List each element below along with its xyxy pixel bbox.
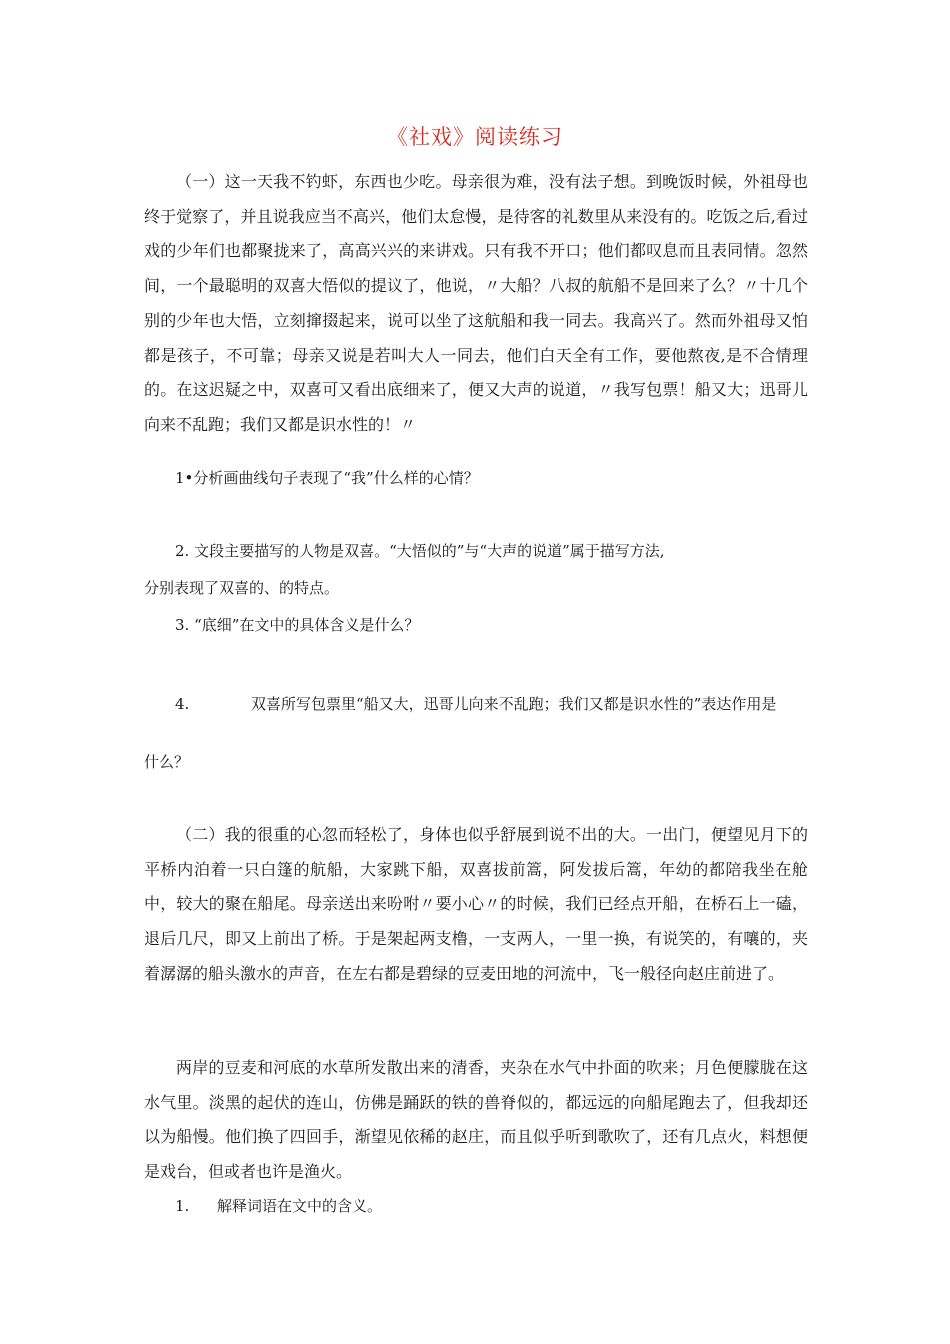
passage-section-1: （一）这一天我不钓虾，东西也少吃。母亲很为难，没有法子想。到晚饭时候，外祖母也终于觉察了，并且说我应当不高兴，他们太怠慢，是待客的礼数里从来没有的。吃饭之后,看过戏的少年们也都聚拢来了，高高兴兴的来讲戏。只有我不开口；他们都叹息而且表同情。忽然间，一个最聪明的双喜大悟似的提议了，他说，〃大船？八叔的航船不是回来了么？〃十几个别的少年也大悟，立刻撺掇起来，说可以坐了这航船和我一同去。我高兴了。然而外祖母又怕都是孩子，不可靠；母亲又说是若叫大人一同去，他们白天全有工作，要他熬夜,是不合情理的。在这迟疑之中，双喜可又看出底细来了，便又大声的说道，〃我写包票！船又大；迅哥儿向来不乱跑；我们又都是识水性的！〃 [144,172,808,434]
question-1-4 [144,694,808,714]
question-2-1 [175,1196,382,1216]
passage-section-2-para-2: 两岸的豆麦和河底的水草所发散出来的清香，夹杂在水气中扑面的吹来；月色便朦胧在这水气里。淡黑的起伏的连山，仿佛是踊跃的铁的兽脊似的，都远远的向船尾跑去了，但我却还以为船慢。他们换了四回手，渐望见依稀的赵庄，而且似乎听到歌吹了，还有几点火，料想便是戏台，但或者也许是渔火。 [144,1058,808,1182]
question-1-4-number: 4. [175,695,190,713]
question-1-2-line1: 2. 文段主要描写的人物是双喜。“大悟似的”与“大声的说道”属于描写方法, [175,542,665,560]
question-2-1-text: 解释词语在文中的含义。 [217,1197,383,1215]
page-title: 《社戏》阅读练习 [387,125,563,149]
question-1-3: 3. “底细”在文中的具体含义是什么？ [175,616,420,634]
question-1-4-text: 双喜所写包票里“船又大，迅哥儿向来不乱跑；我们又都是识水性的”表达作用是 [251,695,777,713]
question-1-1: 1•分析画曲线句子表现了“我”什么样的心情？ [175,469,479,487]
passage-section-2-para-1: （二）我的很重的心忽而轻松了，身体也似乎舒展到说不出的大。一出门，便望见月下的平桥内泊着一只白篷的航船，大家跳下船，双喜拔前篙，阿发拔后篙，年幼的都陪我坐在舱中，较大的聚在船尾。母亲送出来吩咐〃要小心〃的时候，我们已经点开船，在桥石上一磕，退后几尺，即又上前出了桥。于是架起两支橹，一支两人，一里一换，有说笑的，有嚷的，夹着潺潺的船头激水的声音，在左右都是碧绿的豆麦田地的河流中，飞一般径向赵庄前进了。 [144,825,808,983]
question-1-2-line2: 分别表现了双喜的、的特点。 [144,579,340,597]
question-2-1-number: 1. [175,1197,190,1215]
question-1-4-line2: 什么？ [144,753,190,771]
